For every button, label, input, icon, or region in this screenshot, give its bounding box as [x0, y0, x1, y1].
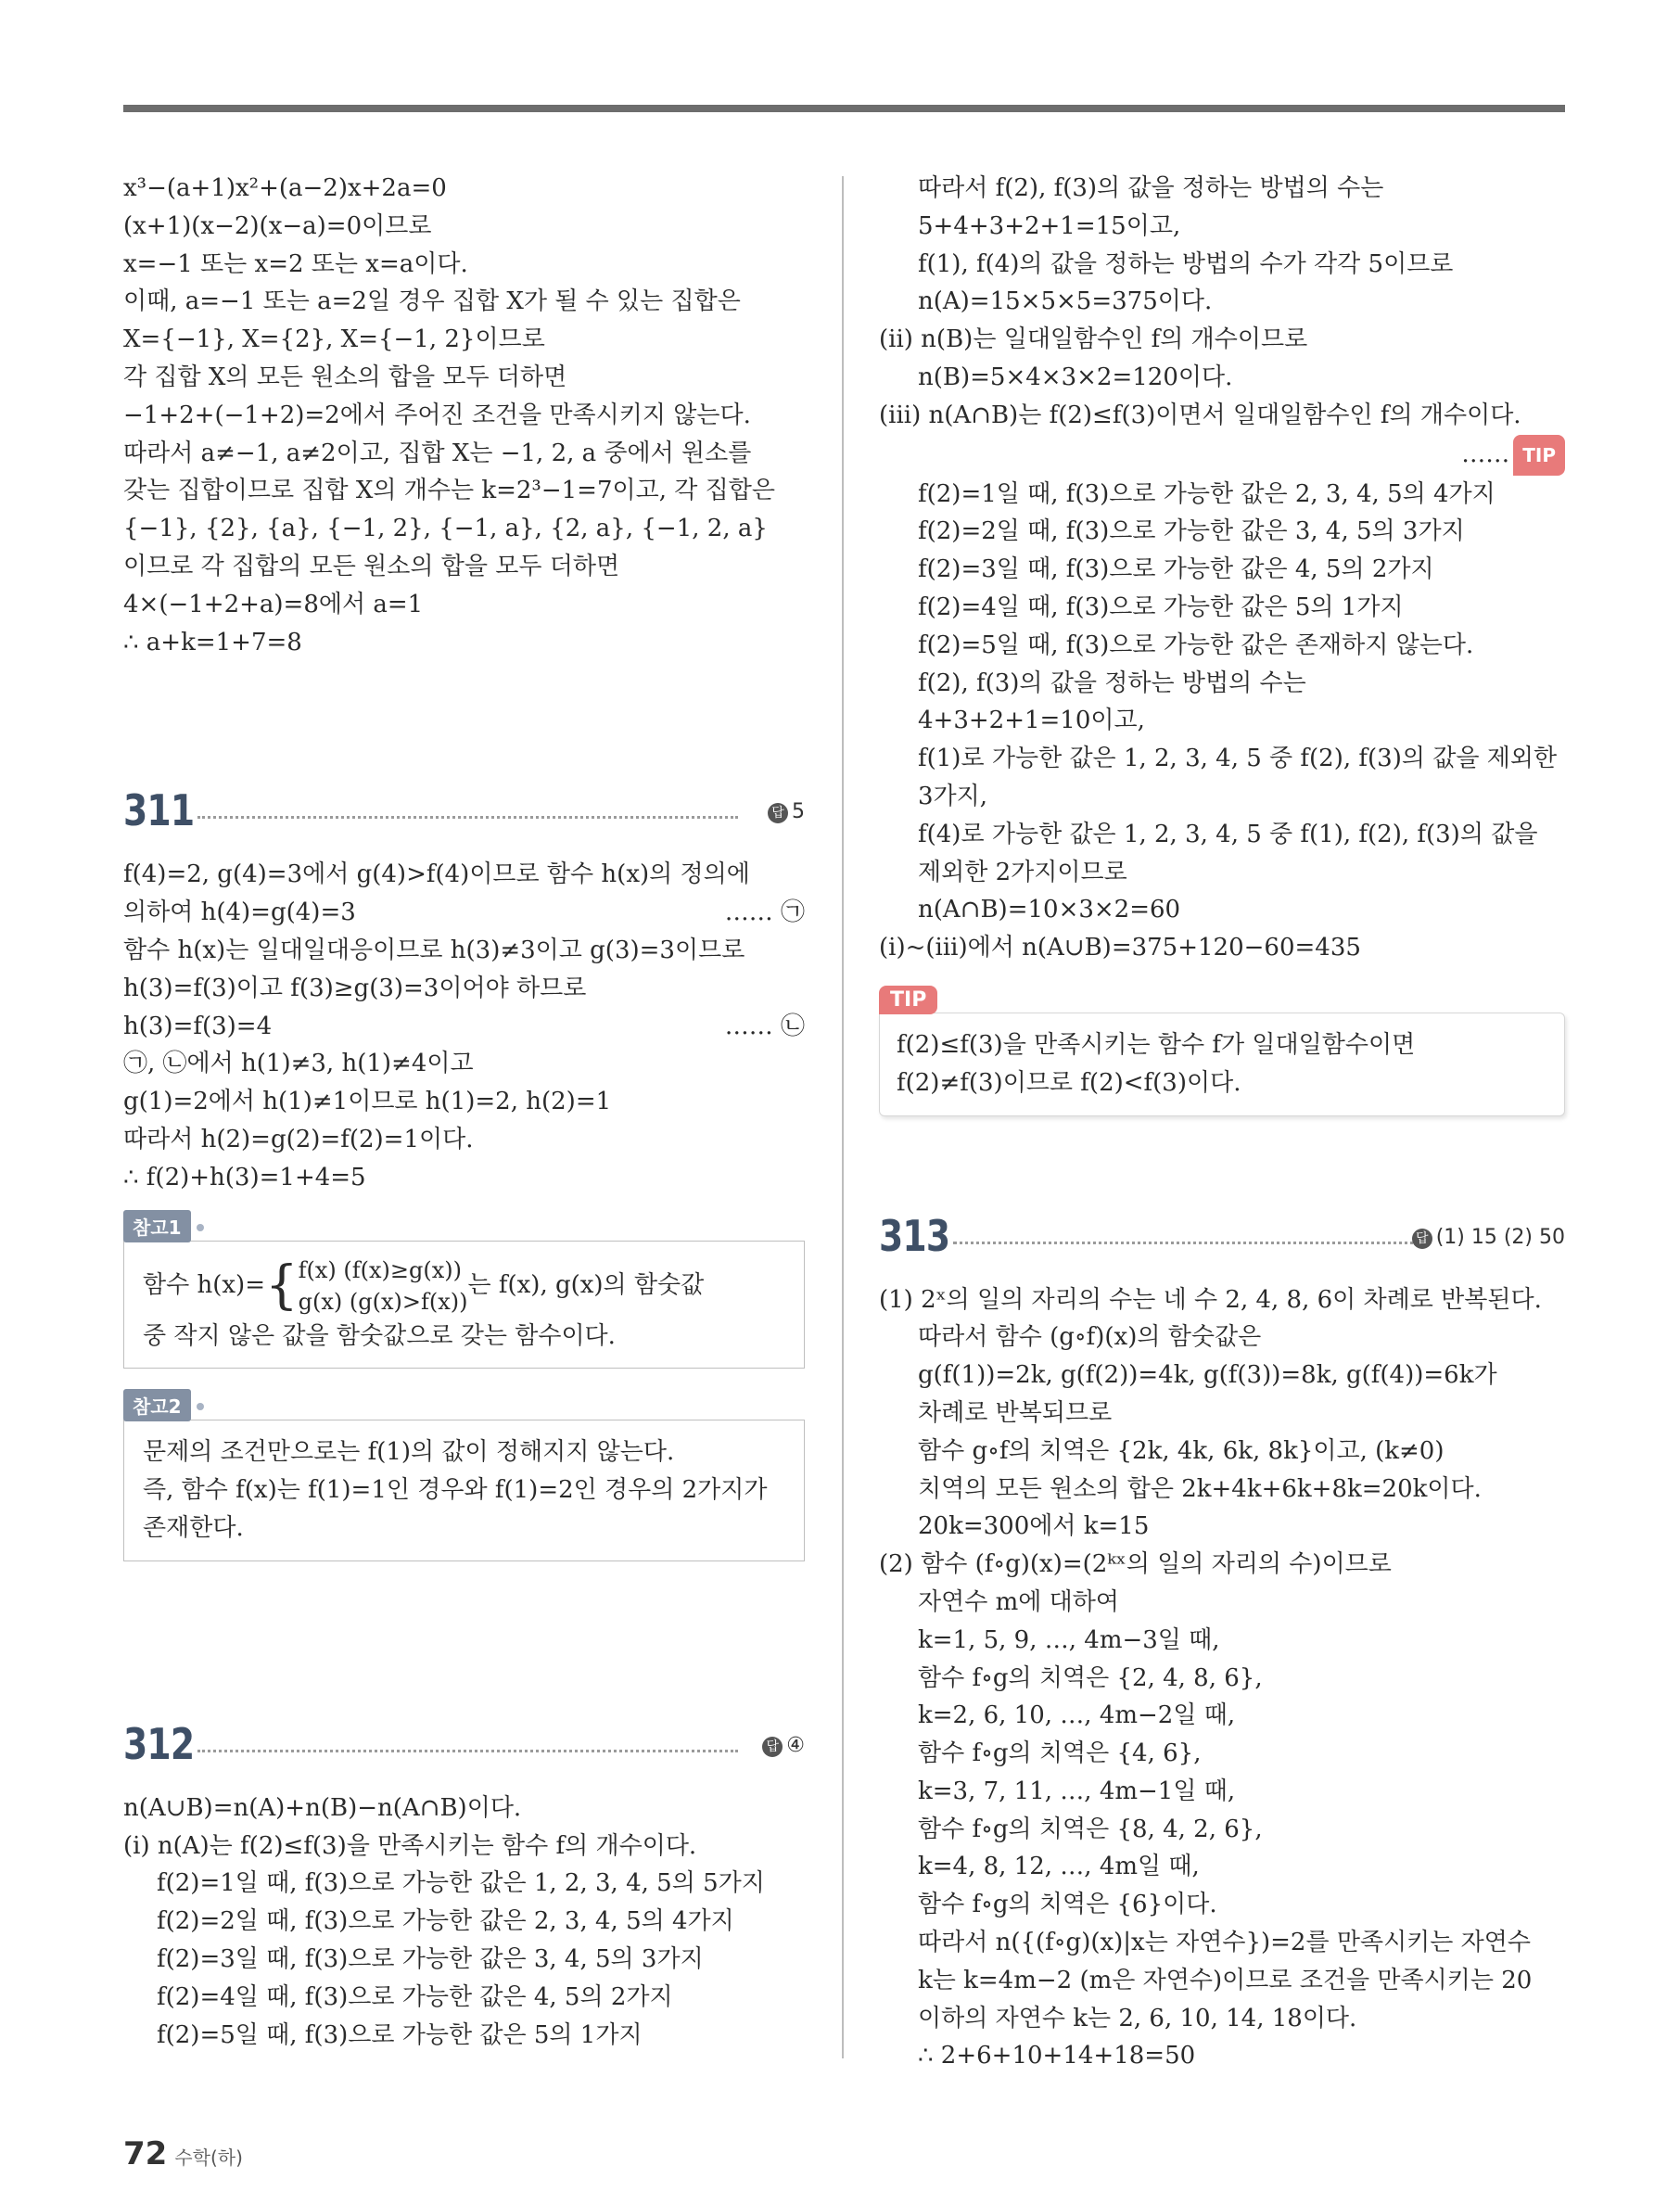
text-line: x=−1 또는 x=2 또는 x=a이다. [123, 249, 468, 278]
text-line: ∴ f(2)+h(3)=1+4=5 [123, 1163, 366, 1191]
text-line: ㉠, ㉡에서 h(1)≠3, h(1)≠4이고 [123, 1050, 474, 1078]
text-line: 따라서 a≠−1, a≠2이고, 집합 X는 −1, 2, a 중에서 원소를 [123, 439, 752, 467]
text-line: k=4, 8, 12, …, 4m일 때, [918, 1853, 1200, 1881]
text-line: 존재한다. [143, 1513, 244, 1542]
note-tag: 참고2 [123, 1389, 191, 1421]
text-line: f(2)≤f(3)을 만족시키는 함수 f가 일대일함수이면 [897, 1030, 1416, 1059]
dot-icon [197, 1224, 204, 1231]
problem-312-continued-2 [879, 476, 1565, 967]
text-line: 즉, 함수 f(x)는 f(1)=1인 경우와 f(1)=2인 경우의 2가지가 [143, 1476, 768, 1505]
text-line: f(2)=3일 때, f(3)으로 가능한 값은 3, 4, 5의 3가지 [157, 1944, 704, 1973]
text-line: 따라서 n({(f∘g)(x)|x는 자연수})=2를 만족시키는 자연수 [918, 1929, 1532, 1957]
text-line: 갖는 집합이므로 집합 X의 개수는 k=2³−1=7이고, 각 집합은 [123, 477, 775, 505]
top-rule [123, 105, 1565, 112]
problem-number: 313 [879, 1210, 950, 1261]
text-line: X={−1}, X={2}, X={−1, 2}이므로 [123, 325, 545, 354]
text-line: f(2)=3일 때, f(3)으로 가능한 값은 4, 5의 2가지 [918, 555, 1434, 584]
tip-tag: TIP [879, 986, 937, 1014]
text-line: f(2)≠f(3)이므로 f(2)<f(3)이다. [897, 1068, 1241, 1097]
note-1 [123, 1210, 805, 1369]
text-line: n(A∪B)=n(A)+n(B)−n(A∩B)이다. [123, 1793, 522, 1822]
text-line: f(2)=4일 때, f(3)으로 가능한 값은 5의 1가지 [918, 592, 1404, 621]
text-line: 각 집합 X의 모든 원소의 합을 모두 더하면 [123, 363, 567, 391]
text-line: f(2)=2일 때, f(3)으로 가능한 값은 3, 4, 5의 3가지 [918, 517, 1465, 546]
text-line: 의하여 h(4)=g(4)=3 …… ㉠ [123, 894, 805, 932]
text-line: ∴ a+k=1+7=8 [123, 628, 302, 656]
text-line: (i)~(iii)에서 n(A∪B)=375+120−60=435 [879, 934, 1361, 962]
left-brace-icon: { [264, 1255, 299, 1316]
page-footer [123, 2135, 243, 2172]
text-line: 제외한 2가지이므로 [918, 858, 1127, 886]
text-line: f(2)=5일 때, f(3)으로 가능한 값은 존재하지 않는다. [918, 631, 1474, 659]
right-column [879, 170, 1565, 2075]
text-line: (i) n(A)는 f(2)≤f(3)을 만족시키는 함수 f의 개수이다. [123, 1831, 697, 1860]
text-line: n(A)=15×5×5=375이다. [918, 287, 1213, 316]
text-line: k는 k=4m−2 (m은 자연수)이므로 조건을 만족시키는 20 [918, 1966, 1533, 1994]
tip-reference: …… TIP [879, 435, 1565, 476]
text-line: g(f(1))=2k, g(f(2))=4k, g(f(3))=8k, g(f(4))=6k가 [918, 1361, 1497, 1390]
text-line: f(4)=2, g(4)=3에서 g(4)>f(4)이므로 함수 h(x)의 정의에 [123, 860, 750, 889]
text-line: 이므로 각 집합의 모든 원소의 합을 모두 더하면 [123, 552, 620, 580]
answer: 답 ④ [762, 1734, 805, 1757]
intro-solution [123, 170, 805, 661]
problem-number: 312 [123, 1718, 195, 1769]
leader-dots [197, 1750, 738, 1752]
text-line: f(2)=1일 때, f(3)으로 가능한 값은 1, 2, 3, 4, 5의 5가지 [157, 1869, 765, 1898]
text-line: n(B)=5×4×3×2=120이다. [918, 363, 1233, 391]
problem-312-continued [879, 170, 1565, 435]
text-line: k=3, 7, 11, …, 4m−1일 때, [918, 1777, 1236, 1805]
text-line: h(3)=f(3)이고 f(3)≥g(3)=3이어야 하므로 [123, 974, 587, 1002]
case-1: f(x) (f(x)≥g(x)) [298, 1256, 463, 1283]
page-number: 72 [123, 2135, 168, 2172]
leader-dots [953, 1242, 1426, 1244]
note-2 [123, 1389, 805, 1560]
tip-note [879, 986, 1565, 1116]
problem-312-body [123, 1790, 805, 2055]
book-title: 수학(하) [174, 2146, 243, 2169]
problem-number: 311 [123, 785, 195, 836]
equation-tag: …… ㉠ [724, 898, 805, 927]
text-line: 3가지, [918, 782, 988, 810]
text-line: (1) 2ˣ의 일의 자리의 수는 네 수 2, 4, 8, 6이 차례로 반복된다. [879, 1285, 1542, 1314]
text-line: 5+4+3+2+1=15이고, [918, 211, 1181, 240]
problem-312-header [123, 1719, 805, 1780]
text-line: 함수 h(x)는 일대일대응이므로 h(3)≠3이고 g(3)=3이므로 [123, 936, 745, 964]
text-line: f(2)=5일 때, f(3)으로 가능한 값은 5의 1가지 [157, 2020, 643, 2049]
text-line: (2) 함수 (f∘g)(x)=(2ᵏˣ의 일의 자리의 수)이므로 [879, 1550, 1392, 1579]
text-line: −1+2+(−1+2)=2에서 주어진 조건을 만족시키지 않는다. [123, 401, 751, 429]
tip-box [879, 1013, 1565, 1116]
leader-dots [197, 816, 738, 819]
text-line: k=1, 5, 9, …, 4m−3일 때, [918, 1625, 1220, 1654]
answer: 답 5 [768, 800, 805, 823]
text-line: n(A∩B)=10×3×2=60 [918, 896, 1181, 924]
problem-313-header [879, 1211, 1565, 1272]
column-divider [842, 176, 844, 2058]
answer: 답 (1) 15 (2) 50 [1412, 1226, 1565, 1249]
text-line: 이하의 자연수 k는 2, 6, 10, 14, 18이다. [918, 2004, 1357, 2032]
text-line: k=2, 6, 10, …, 4m−2일 때, [918, 1701, 1236, 1730]
answer-mark-icon: 답 [762, 1737, 783, 1757]
text-line: f(2)=2일 때, f(3)으로 가능한 값은 2, 3, 4, 5의 4가지 [157, 1907, 734, 1936]
text-line: 치역의 모든 원소의 합은 2k+4k+6k+8k=20k이다. [918, 1474, 1482, 1503]
left-column [123, 170, 805, 2054]
text-line: f(1), f(4)의 값을 정하는 방법의 수가 각각 5이므로 [918, 249, 1454, 278]
text-line: 4×(−1+2+a)=8에서 a=1 [123, 590, 424, 618]
text-line: 문제의 조건만으로는 f(1)의 값이 정해지지 않는다. [143, 1438, 675, 1467]
text-line: 따라서 함수 (g∘f)(x)의 함숫값은 [918, 1323, 1262, 1352]
text-line: 함수 g∘f의 치역은 {2k, 4k, 6k, 8k}이고, (k≠0) [918, 1436, 1445, 1465]
equation-tag: …… ㉡ [724, 1012, 805, 1040]
text-line: (ii) n(B)는 일대일함수인 f의 개수이므로 [879, 325, 1308, 354]
text-line: f(2)=1일 때, f(3)으로 가능한 값은 2, 3, 4, 5의 4가지 [918, 479, 1495, 508]
text-line: 함수 f∘g의 치역은 {2, 4, 8, 6}, [918, 1663, 1263, 1692]
text-line: (x+1)(x−2)(x−a)=0이므로 [123, 211, 432, 240]
dot-icon [197, 1403, 204, 1410]
text-line: 따라서 f(2), f(3)의 값을 정하는 방법의 수는 [918, 174, 1384, 202]
text-line: f(2)=4일 때, f(3)으로 가능한 값은 4, 5의 2가지 [157, 1982, 673, 2011]
note-box [123, 1420, 805, 1560]
text-line: 차례로 반복되므로 [918, 1398, 1113, 1427]
tip-ref-badge: TIP [1513, 435, 1565, 476]
problem-311-body [123, 856, 805, 1196]
text-line: {−1}, {2}, {a}, {−1, 2}, {−1, a}, {2, a}, {−1, 2, a} [123, 515, 768, 543]
piecewise-brace [265, 1255, 468, 1318]
text-line: 함수 f∘g의 치역은 {6}이다. [918, 1891, 1217, 1919]
note-box: 함수 h(x)={f(x) (f(x)≥g(x)) g(x) (g(x)>f(x))는 f(x), g(x)의 함숫값 중 작지 않은 값을 함숫값으로 갖는 함수이다. [123, 1241, 805, 1369]
text-line: f(2), f(3)의 값을 정하는 방법의 수는 [918, 669, 1306, 697]
text-line: 함수 f∘g의 치역은 {4, 6}, [918, 1739, 1202, 1768]
note-tag: 참고1 [123, 1210, 191, 1242]
text-line: 자연수 m에 대하여 [918, 1587, 1119, 1616]
text-line: g(1)=2에서 h(1)≠1이므로 h(1)=2, h(2)=1 [123, 1088, 612, 1116]
text-line: 20k=300에서 k=15 [918, 1512, 1150, 1541]
answer-mark-icon: 답 [1412, 1229, 1432, 1249]
text-line: f(4)로 가능한 값은 1, 2, 3, 4, 5 중 f(1), f(2), f(3)의 값을 [918, 820, 1538, 848]
text-line: f(1)로 가능한 값은 1, 2, 3, 4, 5 중 f(2), f(3)의 값을 제외한 [918, 745, 1558, 773]
problem-311-header [123, 785, 805, 847]
text-line: 이때, a=−1 또는 a=2일 경우 집합 X가 될 수 있는 집합은 [123, 287, 741, 316]
text-line: 따라서 h(2)=g(2)=f(2)=1이다. [123, 1125, 474, 1153]
text-line: h(3)=f(3)=4 …… ㉡ [123, 1008, 805, 1046]
text-line: x³−(a+1)x²+(a−2)x+2a=0 [123, 174, 447, 202]
text-line: 함수 f∘g의 치역은 {8, 4, 2, 6}, [918, 1815, 1263, 1843]
text-line: (iii) n(A∩B)는 f(2)≤f(3)이면서 일대일함수인 f의 개수이다. [879, 401, 1521, 429]
text-line: 4+3+2+1=10이고, [918, 707, 1145, 735]
problem-313-body [879, 1281, 1565, 2076]
answer-mark-icon: 답 [768, 803, 788, 823]
case-2: g(x) (g(x)>f(x)) [298, 1288, 468, 1315]
text-line: ∴ 2+6+10+14+18=50 [918, 2042, 1196, 2070]
